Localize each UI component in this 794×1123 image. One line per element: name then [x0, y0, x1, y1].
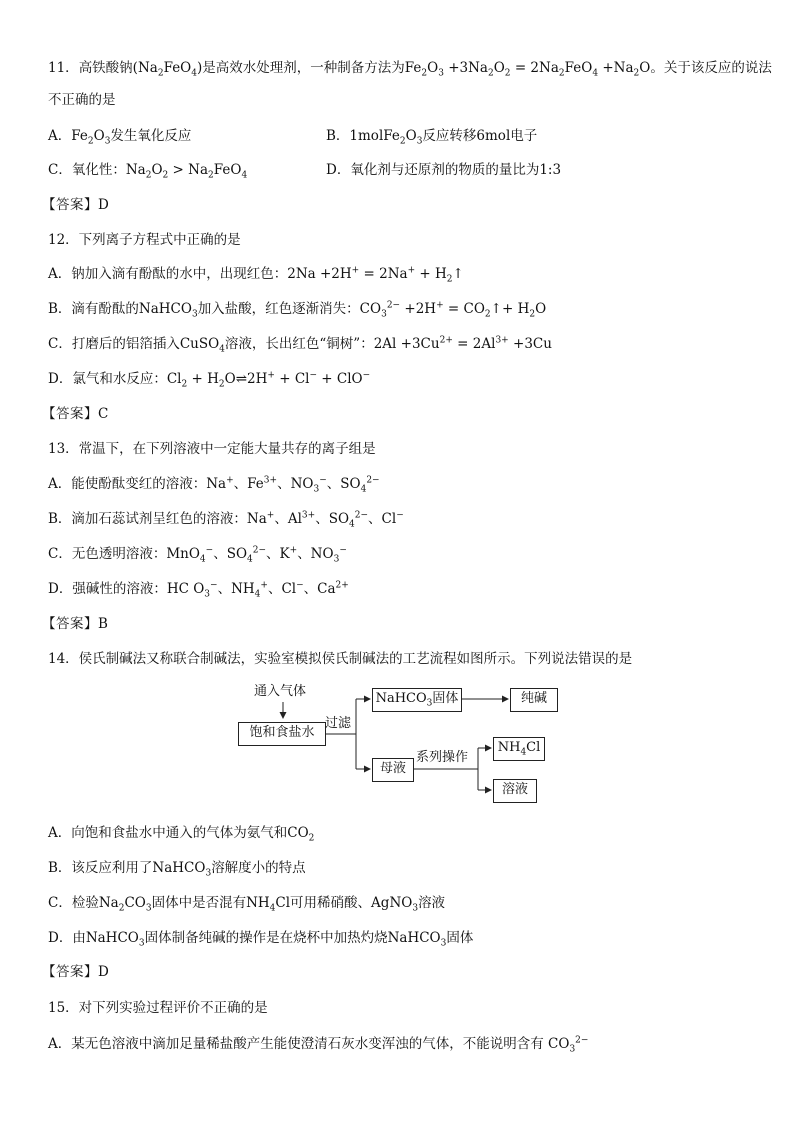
q12-option-c: C．打磨后的铝箔插入CuSO$_4$溶液，长出红色“铜树”：$2Al +3Cu^{2+} = 2Al^{3+} +3Cu$: [48, 335, 552, 355]
q14-stem: 14．侯氏制碱法又称联合制碱法，实验室模拟侯氏制碱法的工艺流程如图所示。下列说法错误的是: [48, 651, 633, 667]
flow-solution-box: 溶液: [493, 779, 537, 803]
flow-filter-label: 过滤: [325, 716, 352, 731]
q12-answer: 【答案】C: [42, 406, 109, 422]
flow-operations-label: 系列操作: [416, 750, 469, 765]
q11-option-b: B．$1molFe_2O_3$反应转移6mol电子: [326, 128, 538, 147]
q14-answer: 【答案】D: [42, 964, 110, 980]
q15-stem: 15．对下列实验过程评价不正确的是: [48, 1000, 268, 1016]
q11-answer: 【答案】D: [42, 197, 110, 213]
q11-stem-line2: 不正确的是: [48, 92, 116, 108]
flow-mother-liquor-box: 母液: [372, 758, 414, 782]
q11-option-c: C．氧化性：$Na_2O_2 > Na_2FeO_4$: [48, 162, 248, 181]
q14-option-c: C．检验$Na_2CO_3$固体中是否混有$NH_4Cl$可用稀硝酸、AgNO$_3$溶液: [48, 895, 446, 914]
q12-option-b: B．滴有酚酞的NaHCO$_3$加入盐酸，红色逐渐消失：$CO_3^{2-} +2H^+$ = $CO_2↑+ H_2O$: [48, 300, 547, 320]
q14-option-b: B．该反应利用了NaHCO$_3$溶解度小的特点: [48, 860, 306, 879]
q12-option-a: A．钠加入滴有酚酞的水中，出现红色：$2Na +2H^+ = 2Na^+ + H_2↑$: [48, 265, 464, 285]
q13-option-a: A．能使酚酞变红的溶液：Na+、$Fe^{3+}$、$NO_3^-$、$SO_4^{2-}$: [48, 475, 380, 495]
q15-option-a: A．某无色溶液中滴加足量稀盐酸产生能使澄清石灰水变浑浊的气体，不能说明含有 $CO_3^{2-}$: [48, 1035, 589, 1055]
q11-option-d: D．氧化剂与还原剂的物质的量比为1:3: [326, 162, 562, 178]
flow-brine-box: 饱和食盐水: [238, 722, 326, 746]
process-flow-diagram: [228, 682, 568, 810]
q12-option-d: D．氯气和水反应：$Cl_2$ + $H_2O\rightleftharpoons 2H^+ + Cl^- + ClO^-$: [48, 370, 371, 390]
q11-option-a: A．$Fe_2O_3$发生氧化反应: [48, 128, 192, 147]
q13-option-c: C．无色透明溶液：MnO$_4$−、$SO_4^{2-}$、K+、$NO_3^-$: [48, 545, 347, 565]
q14-option-d: D．由NaHCO$_3$固体制备纯碱的操作是在烧杯中加热灼烧NaHCO$_3$固体: [48, 930, 474, 949]
flow-nh4cl-box: $NH_4Cl$: [493, 737, 545, 761]
flow-gas-in-label: 通入气体: [254, 684, 307, 699]
q13-answer: 【答案】B: [42, 616, 109, 632]
flow-soda-box: 纯碱: [510, 688, 558, 712]
q11-stem: 11．高铁酸钠$(Na_2FeO_4)$是高效水处理剂，一种制备方法为$Fe_2O_3 +3Na_2O_2 = 2Na_2FeO_4 +Na_2O$。关于该反应的说法: [48, 60, 772, 79]
q14-option-a: A．向饱和食盐水中通入的气体为氨气和$CO_2$: [48, 825, 315, 844]
q13-option-b: B．滴加石蕊试剂呈红色的溶液：Na+、$Al^{3+}$、$SO_4^{2-}$、Cl−: [48, 510, 404, 530]
q13-option-d: D．强碱性的溶液：HC $O_3^-$、$NH_4^+$、Cl−、$Ca^{2+}$: [48, 580, 349, 600]
flow-nahco3-box: NaHCO$_3$固体: [372, 688, 462, 712]
q13-stem: 13．常温下，在下列溶液中一定能大量共存的离子组是: [48, 441, 376, 457]
q12-stem: 12．下列离子方程式中正确的是: [48, 232, 241, 248]
